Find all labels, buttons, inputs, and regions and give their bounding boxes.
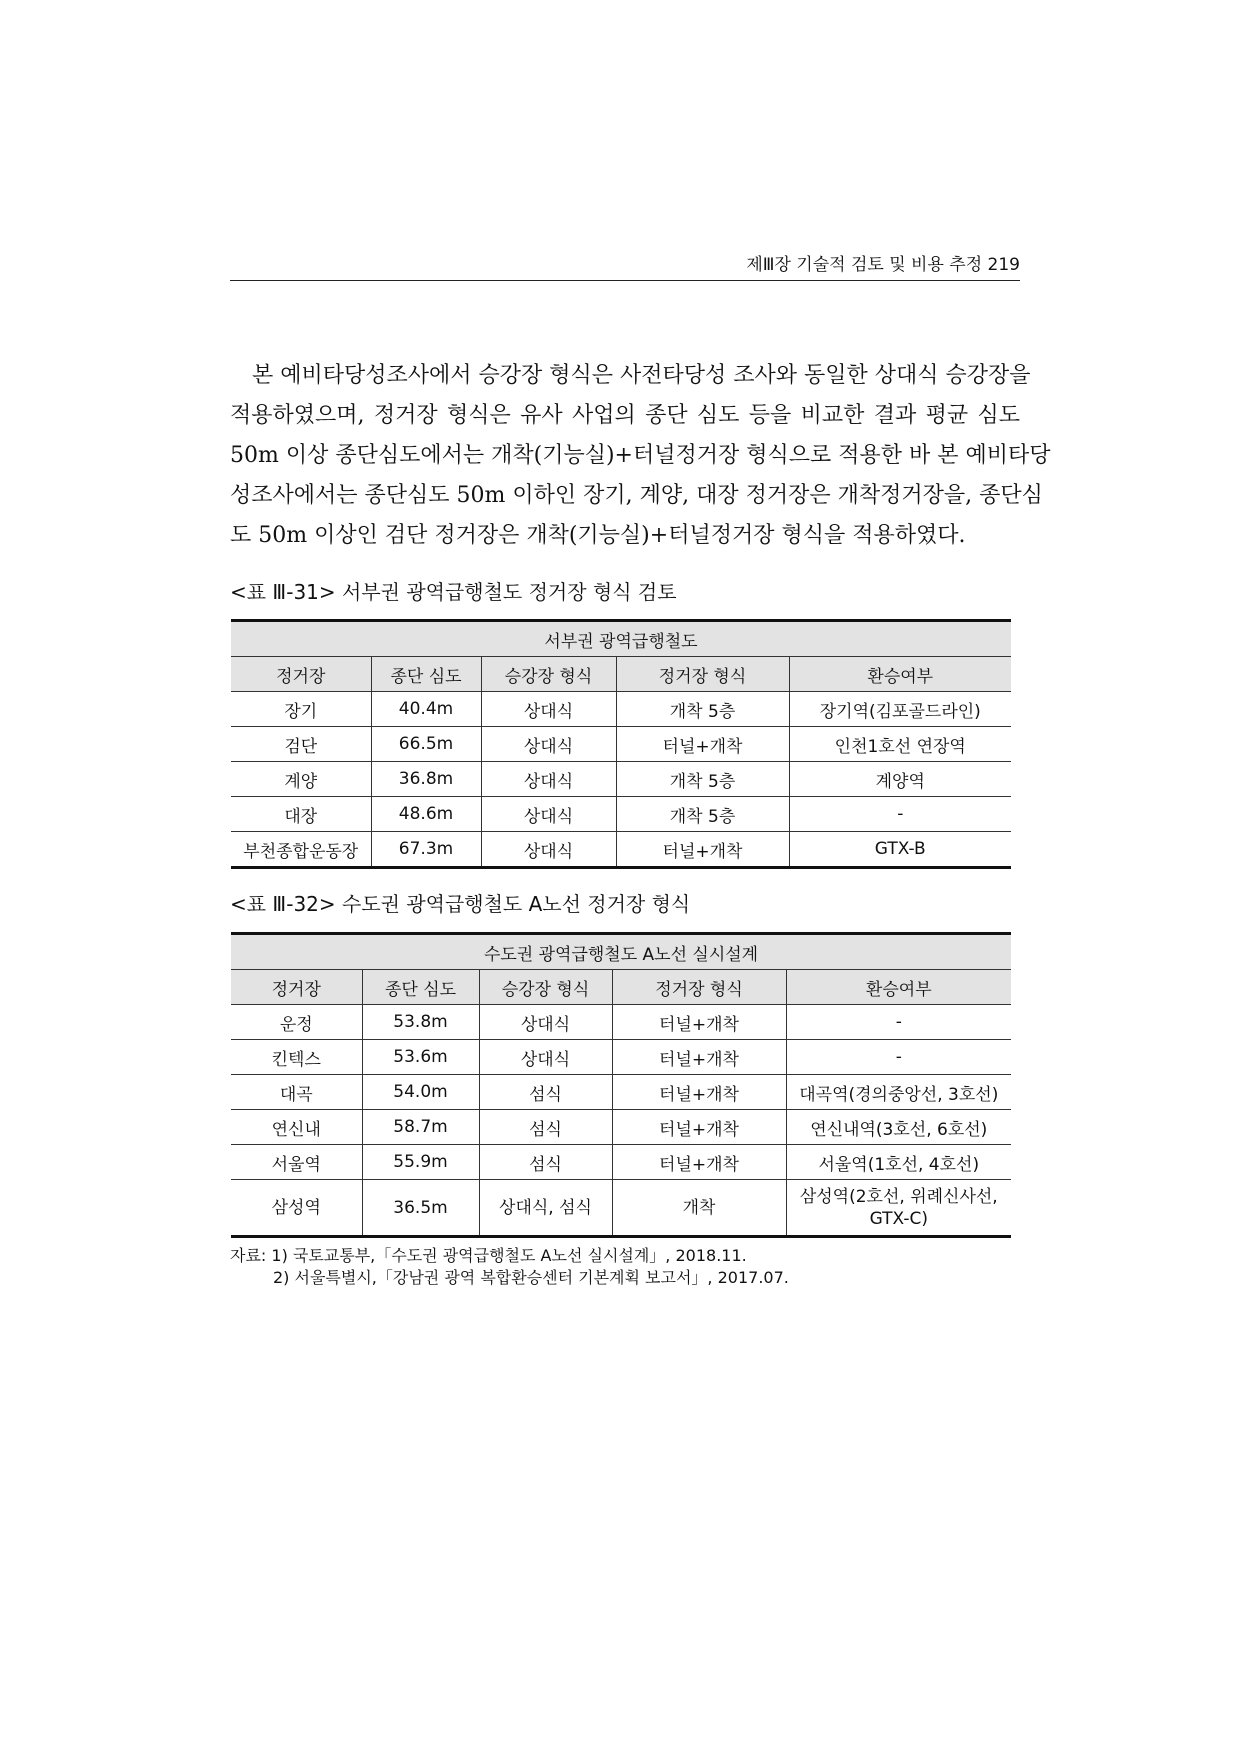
- running-header-text: 제Ⅲ장 기술적 검토 및 비용 추정 219: [746, 255, 1020, 275]
- table-row: [231, 692, 1011, 727]
- station-name-cell: 연신내: [231, 1110, 362, 1145]
- station-type-cell: 터널+개착: [616, 832, 789, 868]
- column-header: 정거장 형식: [616, 657, 789, 692]
- table-row: [231, 1110, 1011, 1145]
- station-type-cell: 개착: [612, 1180, 786, 1237]
- column-header: 정거장: [231, 970, 362, 1005]
- transfer-cell: 서울역(1호선, 4호선): [786, 1145, 1011, 1180]
- station-name-cell: 서울역: [231, 1145, 362, 1180]
- column-header: 종단 심도: [362, 970, 479, 1005]
- platform-type-cell: 상대식: [481, 797, 616, 832]
- platform-type-cell: 상대식: [481, 762, 616, 797]
- station-type-cell: 터널+개착: [612, 1145, 786, 1180]
- paragraph-line: 도 50m 이상인 검단 정거장은 개착(기능실)+터널정거장 형식을 적용하였다.: [230, 523, 966, 548]
- depth-cell: 53.6m: [362, 1040, 479, 1075]
- table-title-row: [231, 621, 1011, 657]
- station-name-cell: 검단: [231, 727, 371, 762]
- table1-western-express: [231, 619, 1011, 869]
- depth-cell: 53.8m: [362, 1005, 479, 1040]
- station-name-cell: 대곡: [231, 1075, 362, 1110]
- platform-type-cell: 섬식: [479, 1110, 612, 1145]
- source-line: 2) 서울특별시,「강남권 광역 복합환승센터 기본계획 보고서」, 2017.07.: [273, 1268, 789, 1287]
- transfer-cell: 계양역: [789, 762, 1011, 797]
- station-name-cell: 계양: [231, 762, 371, 797]
- table-row: [231, 1005, 1011, 1040]
- depth-cell: 66.5m: [371, 727, 481, 762]
- platform-type-cell: 상대식: [481, 832, 616, 868]
- depth-cell: 55.9m: [362, 1145, 479, 1180]
- table-row: [231, 727, 1011, 762]
- depth-cell: 67.3m: [371, 832, 481, 868]
- transfer-cell: 대곡역(경의중앙선, 3호선): [786, 1075, 1011, 1110]
- column-header: 환승여부: [789, 657, 1011, 692]
- table-row: [231, 1180, 1011, 1237]
- table2-title: 수도권 광역급행철도 A노선 실시설계: [231, 934, 1011, 970]
- body-paragraph: [230, 356, 1051, 556]
- station-type-cell: 터널+개착: [616, 727, 789, 762]
- station-type-cell: 터널+개착: [612, 1040, 786, 1075]
- station-type-cell: 개착 5층: [616, 762, 789, 797]
- station-type-cell: 터널+개착: [612, 1005, 786, 1040]
- table2-gtx-a: [231, 932, 1011, 1238]
- station-type-cell: 터널+개착: [612, 1075, 786, 1110]
- station-type-cell: 터널+개착: [612, 1110, 786, 1145]
- table1-caption: <표 Ⅲ-31> 서부권 광역급행철도 정거장 형식 검토: [230, 580, 677, 604]
- depth-cell: 40.4m: [371, 692, 481, 727]
- table-title-row: [231, 934, 1011, 970]
- station-name-cell: 대장: [231, 797, 371, 832]
- depth-cell: 36.8m: [371, 762, 481, 797]
- table-row: [231, 832, 1011, 868]
- transfer-line: GTX-C): [869, 1208, 928, 1229]
- transfer-cell: 연신내역(3호선, 6호선): [786, 1110, 1011, 1145]
- column-header: 정거장: [231, 657, 371, 692]
- paragraph-line: 50m 이상 종단심도에서는 개착(기능실)+터널정거장 형식으로 적용한 바 본 예비타당: [230, 443, 1051, 468]
- column-header: 종단 심도: [371, 657, 481, 692]
- table-row: [231, 762, 1011, 797]
- table-row: [231, 1145, 1011, 1180]
- platform-type-cell: 상대식: [479, 1005, 612, 1040]
- platform-type-cell: 섬식: [479, 1075, 612, 1110]
- station-type-cell: 개착 5층: [616, 797, 789, 832]
- table-row: [231, 1040, 1011, 1075]
- table-header-row: [231, 657, 1011, 692]
- transfer-cell: 인천1호선 연장역: [789, 727, 1011, 762]
- platform-type-cell: 상대식: [479, 1040, 612, 1075]
- transfer-cell: 장기역(김포골드라인): [789, 692, 1011, 727]
- station-name-cell: 부천종합운동장: [231, 832, 371, 868]
- platform-type-cell: 상대식, 섬식: [479, 1180, 612, 1237]
- depth-cell: 48.6m: [371, 797, 481, 832]
- column-header: 승강장 형식: [479, 970, 612, 1005]
- station-name-cell: 장기: [231, 692, 371, 727]
- column-header: 정거장 형식: [612, 970, 786, 1005]
- depth-cell: 36.5m: [362, 1180, 479, 1237]
- source-note: [230, 1245, 1020, 1289]
- column-header: 승강장 형식: [481, 657, 616, 692]
- table-row: [231, 1075, 1011, 1110]
- transfer-cell: GTX-B: [789, 832, 1011, 868]
- paragraph-line: 성조사에서는 종단심도 50m 이하인 장기, 계양, 대장 정거장은 개착정거장을, 종단심: [230, 483, 1043, 508]
- platform-type-cell: 상대식: [481, 692, 616, 727]
- table-header-row: [231, 970, 1011, 1005]
- transfer-cell: -: [786, 1040, 1011, 1075]
- transfer-line: 삼성역(2호선, 위례신사선,: [799, 1186, 998, 1207]
- platform-type-cell: 섬식: [479, 1145, 612, 1180]
- table2-caption: <표 Ⅲ-32> 수도권 광역급행철도 A노선 정거장 형식: [230, 892, 691, 916]
- running-header: [230, 252, 1020, 281]
- station-name-cell: 운정: [231, 1005, 362, 1040]
- station-type-cell: 개착 5층: [616, 692, 789, 727]
- transfer-cell: -: [789, 797, 1011, 832]
- depth-cell: 58.7m: [362, 1110, 479, 1145]
- platform-type-cell: 상대식: [481, 727, 616, 762]
- depth-cell: 54.0m: [362, 1075, 479, 1110]
- station-name-cell: 킨텍스: [231, 1040, 362, 1075]
- station-name-cell: 삼성역: [231, 1180, 362, 1237]
- table-row: [231, 797, 1011, 832]
- transfer-cell: [786, 1180, 1011, 1237]
- source-line: 자료: 1) 국토교통부,「수도권 광역급행철도 A노선 실시설계」, 2018.11.: [230, 1246, 747, 1265]
- transfer-cell: -: [786, 1005, 1011, 1040]
- column-header: 환승여부: [786, 970, 1011, 1005]
- paragraph-line: 본 예비타당성조사에서 승강장 형식은 사전타당성 조사와 동일한 상대식 승강장을: [252, 363, 1031, 388]
- paragraph-line: 적용하였으며, 정거장 형식은 유사 사업의 종단 심도 등을 비교한 결과 평균 심도: [230, 403, 1020, 428]
- table1-title: 서부권 광역급행철도: [231, 621, 1011, 657]
